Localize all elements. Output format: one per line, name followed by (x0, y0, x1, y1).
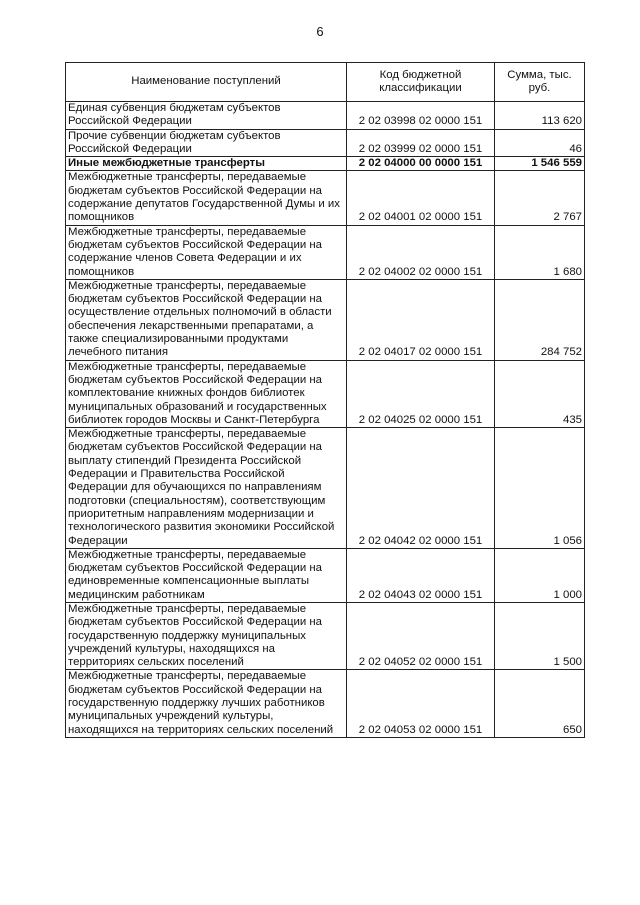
amount: 1 680 (495, 225, 585, 279)
header-revenue-name: Наименование поступлений (66, 63, 347, 102)
amount: 1 500 (495, 602, 585, 669)
revenue-table (65, 62, 585, 738)
table-row (66, 670, 585, 737)
header-budget-code: Код бюджетной классификации (347, 63, 495, 102)
revenue-name: Единая субвенция бюджетам субъектов Российской Федерации (66, 102, 347, 130)
revenue-name: Межбюджетные трансферты, передаваемые бюджетам субъектов Российской Федерации на осуществление отдельных полномочий в области обеспечения лекарственными препаратами, а также специализированными продуктами лечебного питания (66, 279, 347, 360)
table-row (66, 602, 585, 669)
amount: 113 620 (495, 102, 585, 130)
revenue-name: Межбюджетные трансферты, передаваемые бюджетам субъектов Российской Федерации на государственную поддержку лучших работников муниципальных учреждений культуры, находящихся на территориях сельских поселений (66, 670, 347, 737)
revenue-name: Межбюджетные трансферты, передаваемые бюджетам субъектов Российской Федерации на выплату стипендий Президента Российской Федерации и Правительства Российской Федерации для обучающихся по направлениям подготовки (специальностям), соответствующим приоритетным направлениям модернизации и технологического развития экономики Российской Федерации (66, 428, 347, 549)
table-row-total (66, 157, 585, 171)
budget-code: 2 02 04052 02 0000 151 (347, 602, 495, 669)
budget-code: 2 02 04043 02 0000 151 (347, 548, 495, 602)
amount: 46 (495, 129, 585, 157)
budget-code: 2 02 04017 02 0000 151 (347, 279, 495, 360)
budget-code: 2 02 03999 02 0000 151 (347, 129, 495, 157)
table-row (66, 279, 585, 360)
amount: 650 (495, 670, 585, 737)
revenue-name: Межбюджетные трансферты, передаваемые бюджетам субъектов Российской Федерации на содержание депутатов Государственной Думы и их помощников (66, 171, 347, 225)
header-amount: Сумма, тыс. руб. (495, 63, 585, 102)
revenue-name: Межбюджетные трансферты, передаваемые бюджетам субъектов Российской Федерации на единовременные компенсационные выплаты медицинским работникам (66, 548, 347, 602)
amount: 2 767 (495, 171, 585, 225)
revenue-name: Иные межбюджетные трансферты (66, 157, 347, 171)
revenue-name: Межбюджетные трансферты, передаваемые бюджетам субъектов Российской Федерации на содержание членов Совета Федерации и их помощников (66, 225, 347, 279)
amount: 1 546 559 (495, 157, 585, 171)
budget-code: 2 02 04002 02 0000 151 (347, 225, 495, 279)
table-row (66, 129, 585, 157)
budget-code: 2 02 04000 00 0000 151 (347, 157, 495, 171)
table-row (66, 171, 585, 225)
table-header-row (66, 63, 585, 102)
budget-code: 2 02 04042 02 0000 151 (347, 428, 495, 549)
budget-code: 2 02 04001 02 0000 151 (347, 171, 495, 225)
budget-code: 2 02 04053 02 0000 151 (347, 670, 495, 737)
table-row (66, 548, 585, 602)
revenue-name: Прочие субвенции бюджетам субъектов Российской Федерации (66, 129, 347, 157)
budget-code: 2 02 04025 02 0000 151 (347, 360, 495, 427)
amount: 1 000 (495, 548, 585, 602)
page-number: 6 (316, 24, 324, 39)
revenue-name: Межбюджетные трансферты, передаваемые бюджетам субъектов Российской Федерации на комплектование книжных фондов библиотек муниципальных образований и государственных библиотек городов Москвы и Санкт-Петербурга (66, 360, 347, 427)
table-row (66, 225, 585, 279)
table-row (66, 428, 585, 549)
amount: 435 (495, 360, 585, 427)
table-row (66, 102, 585, 130)
amount: 1 056 (495, 428, 585, 549)
table-row (66, 360, 585, 427)
amount: 284 752 (495, 279, 585, 360)
budget-code: 2 02 03998 02 0000 151 (347, 102, 495, 130)
revenue-name: Межбюджетные трансферты, передаваемые бюджетам субъектов Российской Федерации на государственную поддержку муниципальных учреждений культуры, находящихся на территориях сельских поселений (66, 602, 347, 669)
